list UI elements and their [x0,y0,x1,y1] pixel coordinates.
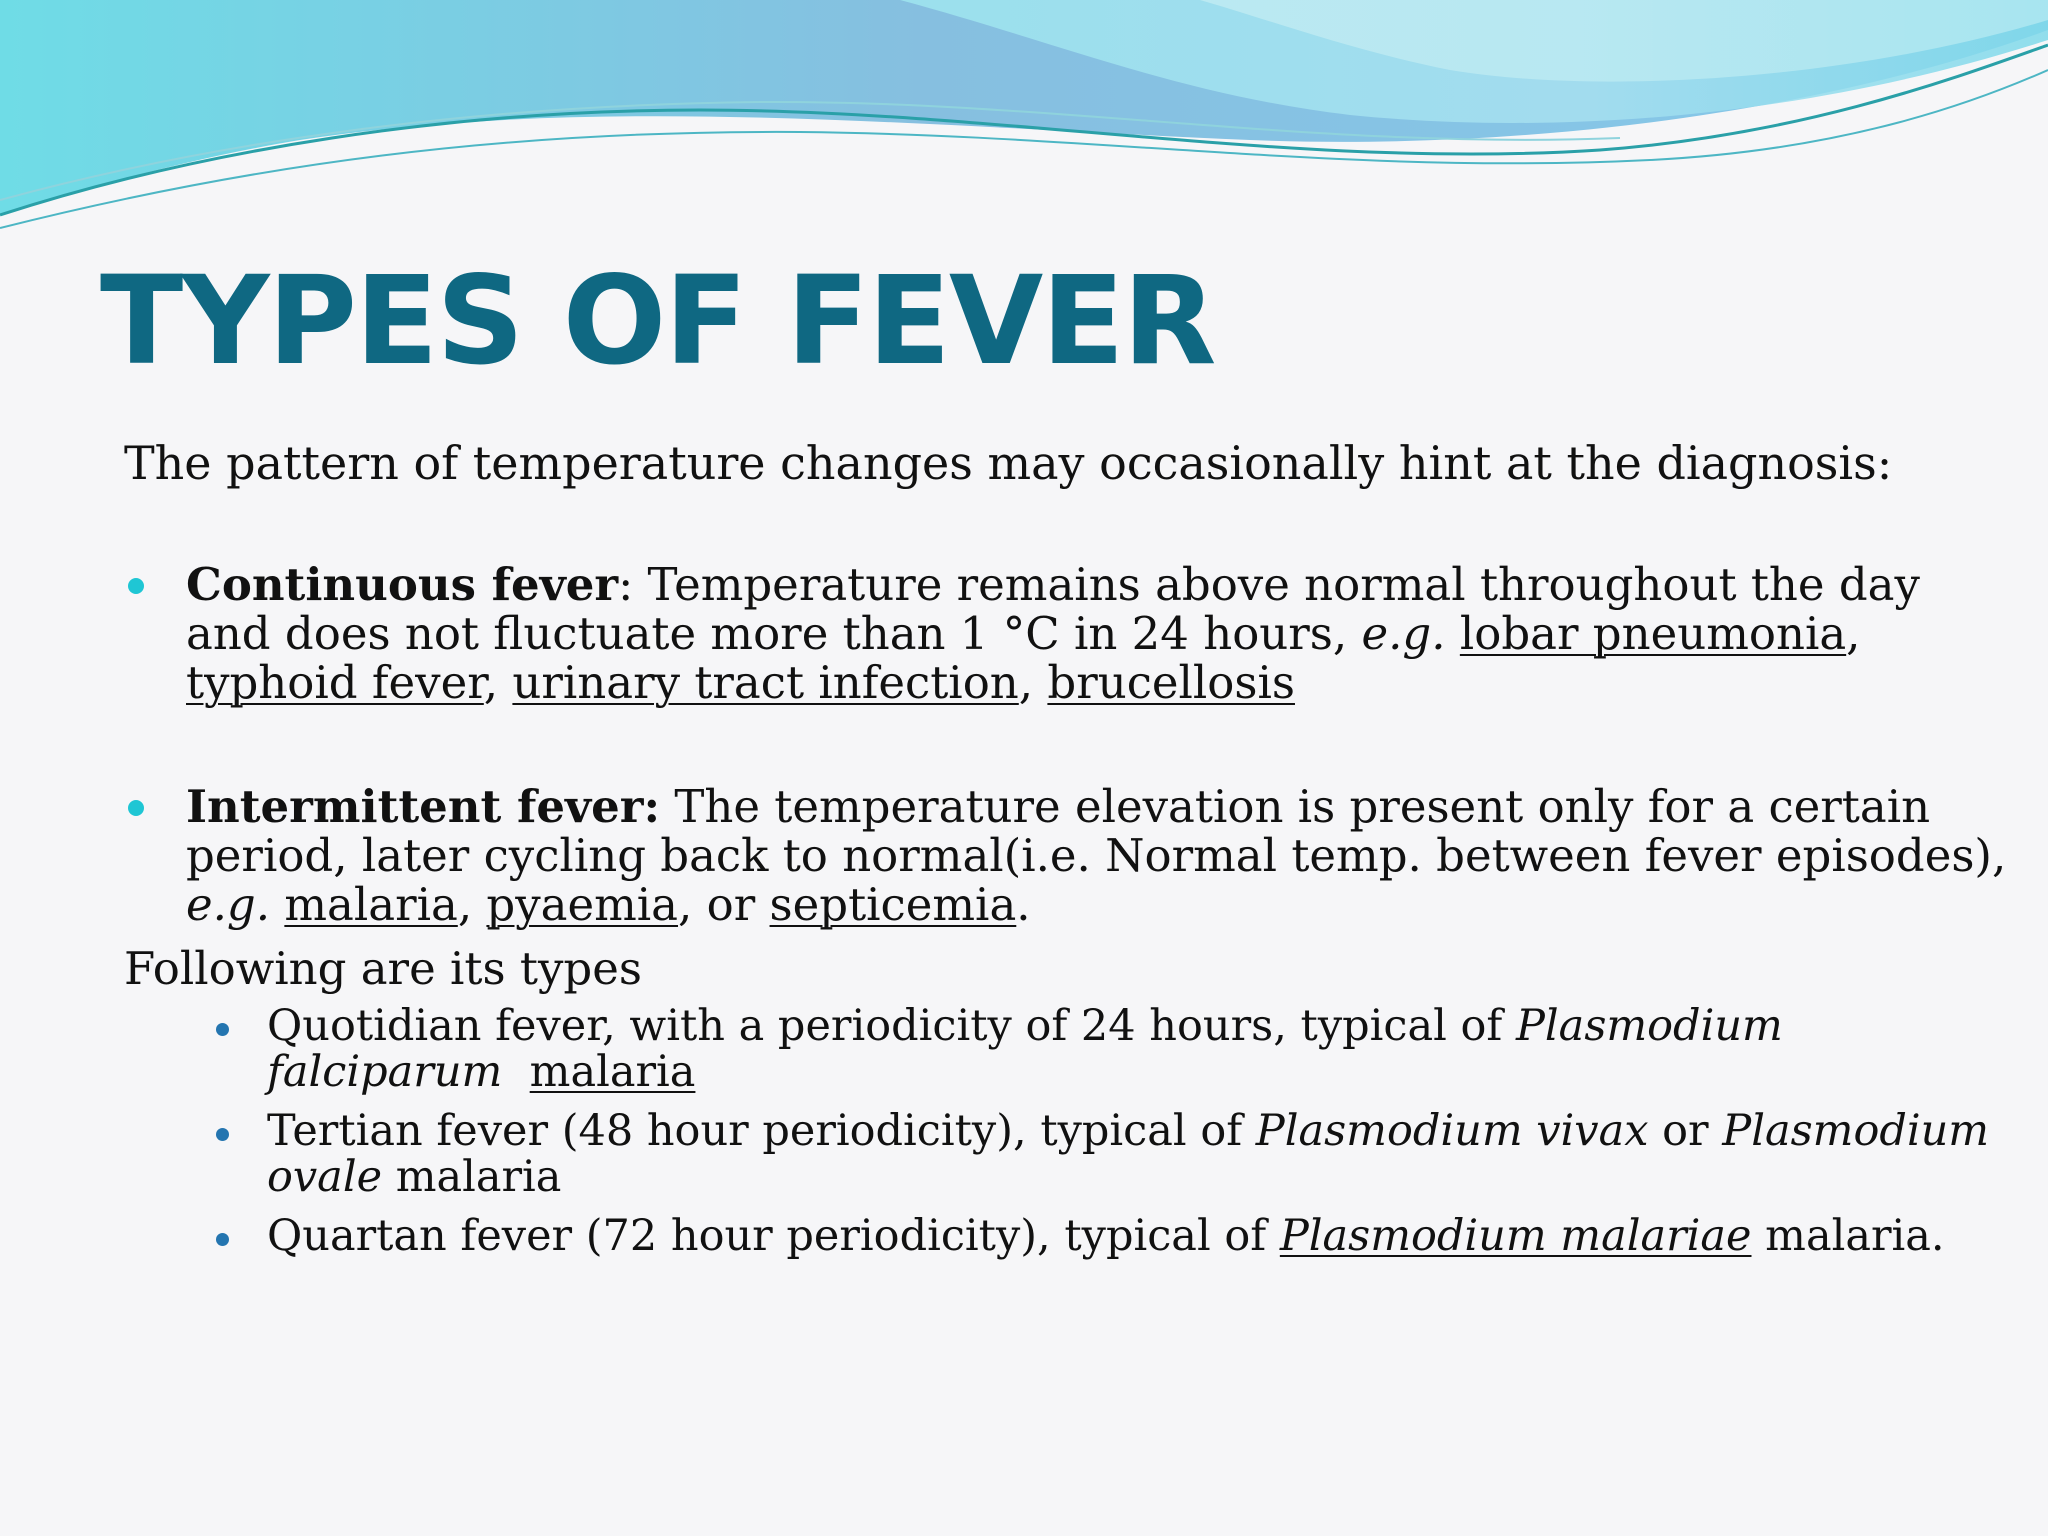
intermittent-definition: The temperature elevation is present only for a certain [660,780,1931,833]
sub-bullet-quartan [210,1213,2010,1259]
bullet-intermittent-fever [124,780,2007,931]
separator: or [1648,1106,1723,1156]
quartan-malaria: malaria. [1751,1211,1945,1261]
continuous-definition: Temperature remains above normal throughout the day [633,558,1920,611]
link-brucellosis[interactable]: brucellosis [1047,656,1295,709]
quotidian-line-2 [267,1049,2010,1095]
separator: , [457,878,487,931]
tertian-line-1 [267,1108,2010,1154]
link-urinary-tract-infection[interactable]: urinary tract infection [512,656,1019,709]
link-plasmodium-malariae[interactable]: Plasmodium malariae [1279,1211,1752,1261]
bullet-dot [128,800,144,816]
intermittent-line-1 [186,780,1931,833]
continuous-line-1 [186,560,1924,609]
tertian-vivax: Plasmodium vivax [1255,1106,1649,1156]
intro-text: The pattern of temperature changes may occasionally hint at the diagnosis: [124,436,1893,490]
intermittent-term: Intermittent fever: [186,780,661,833]
quartan-line-1 [267,1213,2010,1259]
tertian-genus: Plasmodium [1722,1106,1990,1156]
intermittent-line-2: period, later cycling back to normal(i.e. Normal temp. between fever episodes), [186,829,2007,882]
bullet-continuous-fever [124,560,1924,707]
separator: , [1018,656,1048,709]
tertian-text: Tertian fever (48 hour periodicity), typical of [267,1106,1256,1156]
following-text: Following are its types [124,942,642,995]
separator: , [483,656,513,709]
quartan-text: Quartan fever (72 hour periodicity), typical of [267,1211,1280,1261]
link-lobar-pneumonia[interactable]: lobar pneumonia [1459,607,1847,660]
tertian-malaria: malaria [382,1152,562,1202]
continuous-term: Continuous fever [186,558,619,611]
link-malaria-quotidian[interactable]: malaria [529,1047,696,1097]
intermittent-line-3 [186,880,1924,929]
tertian-ovale: ovale [267,1152,383,1202]
quotidian-line-1 [267,1003,2010,1049]
continuous-line-2-text: and does not fluctuate more than 1 °C in 24 hours, [186,607,1362,660]
link-septicemia[interactable]: septicemia [769,878,1017,931]
period: . [1016,878,1031,931]
link-pyaemia[interactable]: pyaemia [486,878,679,931]
continuous-line-2 [186,609,1924,658]
tertian-line-2 [267,1154,2010,1200]
sub-bullet-dot [216,1023,229,1036]
bullet-dot [128,578,144,594]
slide-title: TYPES OF FEVER [100,250,1215,392]
colon: : [618,558,634,611]
decorative-wave-banner [0,0,2048,240]
eg-text: e.g. [186,878,271,931]
separator: , or [678,878,770,931]
sub-bullet-quotidian [210,1003,2010,1095]
link-malaria[interactable]: malaria [284,878,458,931]
separator: , [1846,607,1861,660]
sub-bullet-dot [216,1233,229,1246]
quotidian-genus: Plasmodium [1516,1001,1783,1051]
quotidian-species: falciparum [267,1047,503,1097]
quotidian-text: Quotidian fever, with a periodicity of 24 hours, typical of [267,1001,1516,1051]
link-typhoid-fever[interactable]: typhoid fever [186,656,484,709]
eg-text: e.g. [1361,607,1446,660]
continuous-line-3 [186,658,1924,707]
sub-bullet-dot [216,1128,229,1141]
sub-bullet-tertian [210,1108,2010,1200]
